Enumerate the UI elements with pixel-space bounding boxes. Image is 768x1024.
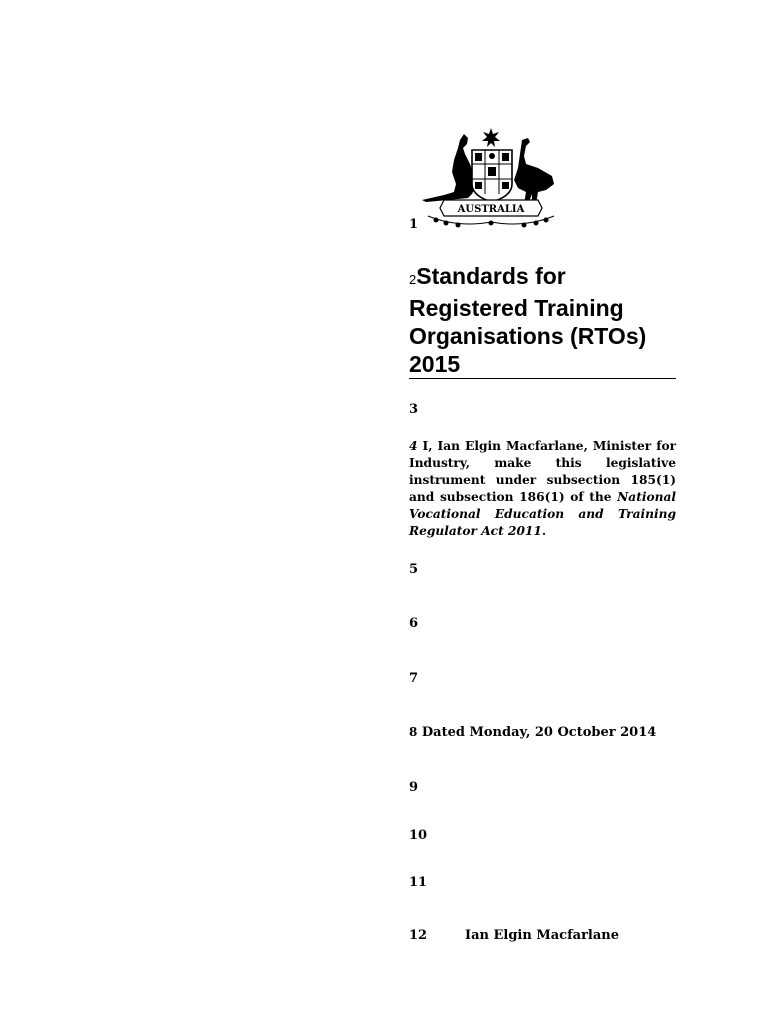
paragraph-text: I, Ian Elgin Macfarlane, Minister for Industry, make this legislative instrument under subsection 185(1) and subsection 186(1) of the (409, 439, 676, 504)
enacting-paragraph (409, 438, 676, 540)
dated-line (409, 725, 656, 740)
line-number-6: 6 (409, 616, 419, 631)
line-number-9: 9 (409, 780, 419, 795)
line-number-10: 10 (409, 828, 428, 843)
line-number-11: 11 (409, 875, 428, 890)
document-title (409, 262, 679, 378)
line-number-3: 3 (409, 402, 419, 417)
line-number-4: 4 (409, 439, 418, 453)
emu-shape (514, 138, 554, 204)
coat-of-arms-icon (418, 124, 564, 228)
title-text: Standards for Registered Training Organisations (RTOs) 2015 (409, 263, 647, 377)
kangaroo-shape (422, 134, 476, 202)
line-number-2: 2 (409, 272, 417, 287)
signatory-name: Ian Elgin Macfarlane (465, 928, 620, 943)
dated-text: Dated Monday, 20 October 2014 (421, 725, 657, 740)
wattle-spray (428, 216, 554, 227)
line-number-12: 12 (409, 928, 428, 943)
line-number-5: 5 (409, 562, 419, 577)
line-number-1: 1 (409, 217, 419, 232)
shield-shape (472, 150, 512, 202)
paragraph-end: . (541, 524, 547, 538)
crest-label: AUSTRALIA (457, 204, 525, 215)
line-number-8: 8 (409, 725, 418, 739)
commonwealth-star (482, 128, 500, 147)
line-number-7: 7 (409, 671, 419, 686)
act-name: National Vocational Education and Training Regulator Act 2011 (409, 490, 676, 538)
title-divider (409, 378, 676, 379)
